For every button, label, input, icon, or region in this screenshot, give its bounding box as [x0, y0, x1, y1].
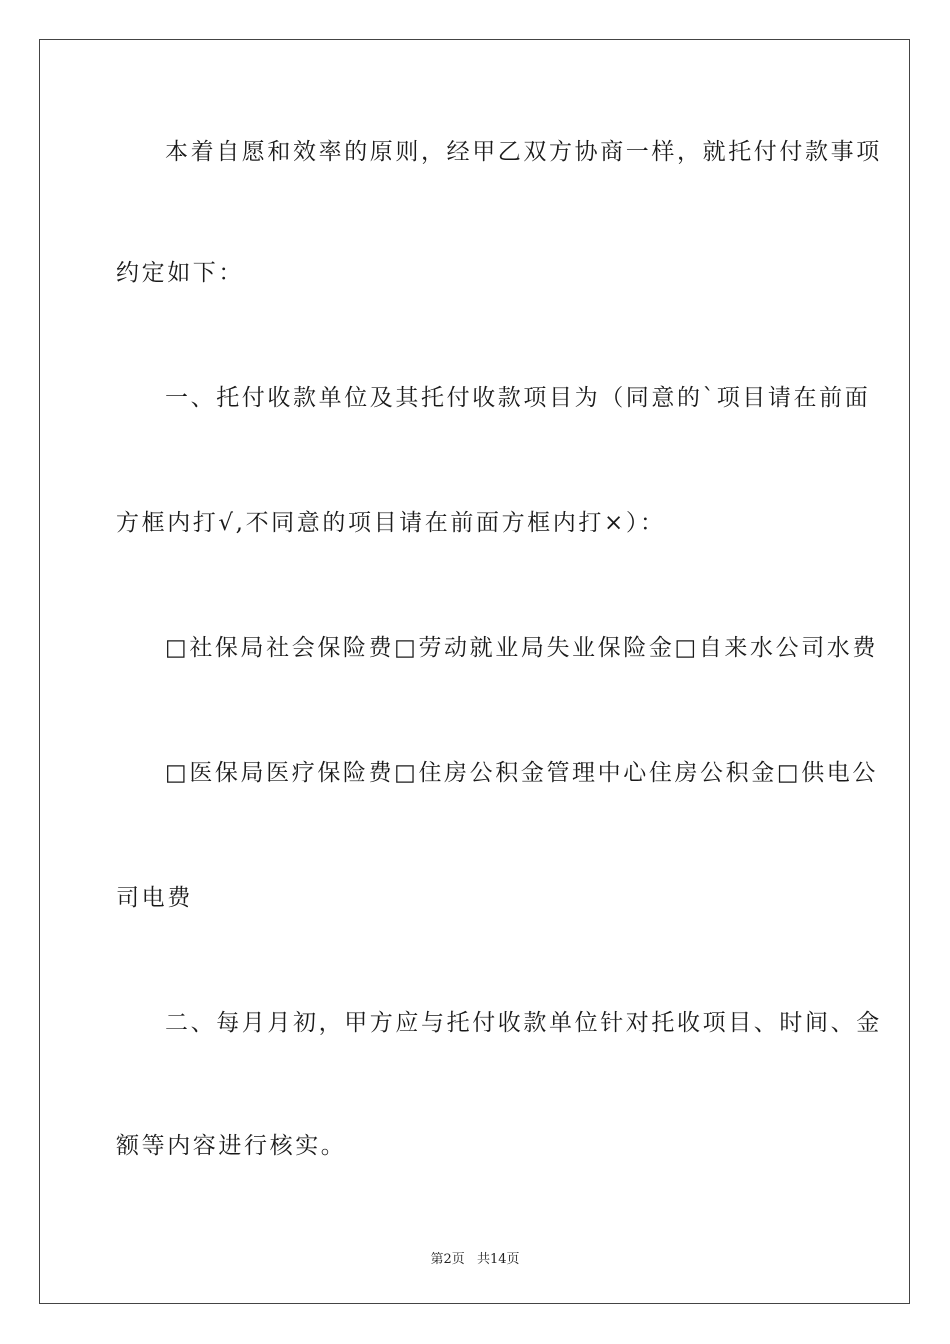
paragraph-line-2: 约定如下：	[116, 260, 244, 286]
paragraph-line-1: 本着自愿和效率的原则，经甲乙双方协商一样，就托付付款事项	[165, 139, 882, 165]
paragraph-line-9: 额等内容进行核实。	[116, 1133, 347, 1159]
paragraph-line-4: 方框内打√,不同意的项目请在前面方框内打×）：	[116, 510, 666, 536]
paragraph-line-8: 二、每月月初，甲方应与托付收款单位针对托收项目、时间、金	[165, 1010, 882, 1036]
page-number-current: 第2页	[430, 1252, 465, 1267]
page-border	[39, 39, 910, 1304]
paragraph-line-3: 一、托付收款单位及其托付收款项目为（同意的`项目请在前面	[165, 385, 871, 411]
page-number-total: 共14页	[476, 1252, 520, 1267]
checkbox-items-line-1: □社保局社会保险费□劳动就业局失业保险金□自来水公司水费	[165, 635, 878, 661]
checkbox-items-line-2: □医保局医疗保险费□住房公积金管理中心住房公积金□供电公	[165, 760, 878, 786]
checkbox-items-line-3: 司电费	[116, 885, 193, 911]
page-footer	[0, 1248, 950, 1267]
